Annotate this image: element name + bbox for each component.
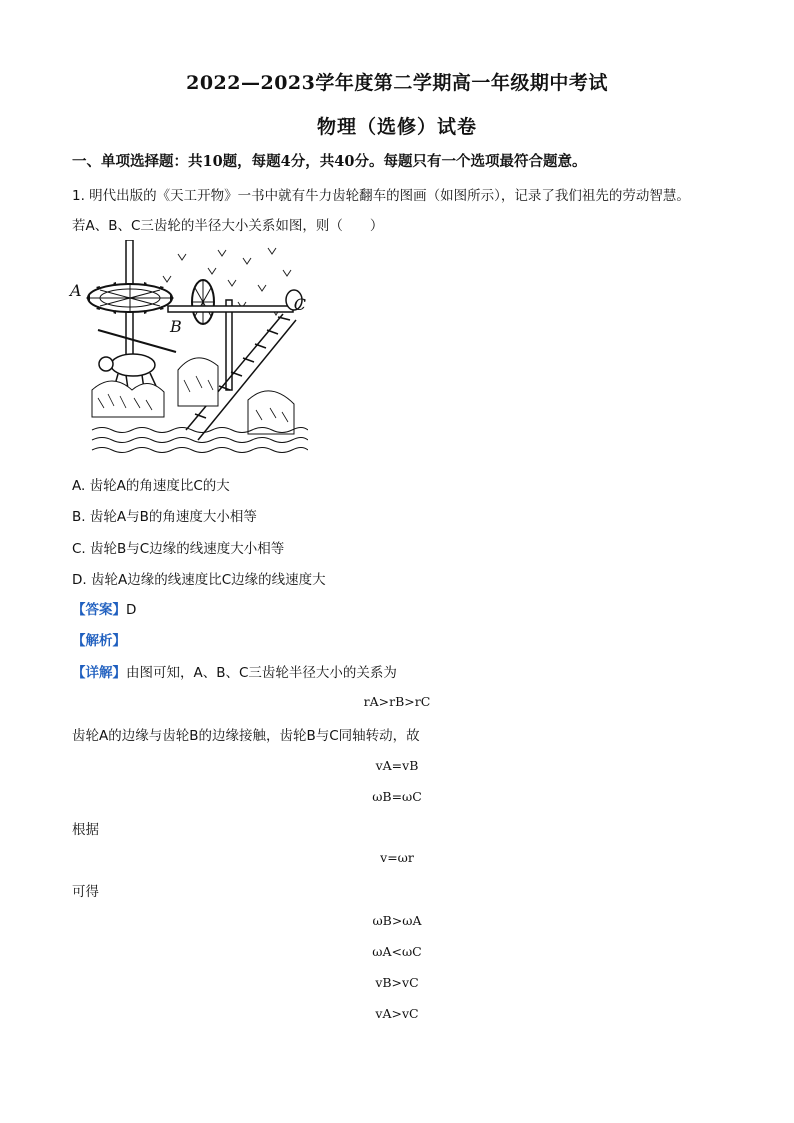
equation-v-wr: v=ωr	[380, 850, 414, 865]
gear-waterwheel-figure	[68, 240, 308, 462]
equation-wa-lt-wc: ωA<ωC	[372, 944, 422, 959]
option-d: D. 齿轮A边缘的线速度比C边缘的线速度大	[72, 572, 326, 588]
section-heading: 一、单项选择题：共10题，每题4分，共40分。每题只有一个选项最符合题意。	[72, 153, 587, 170]
equation-va-vb: vA=vB	[375, 758, 419, 773]
detail-label: 【详解】	[72, 665, 126, 681]
exam-subtitle: 物理（选修）试卷	[316, 116, 477, 138]
woodcut-illustration	[68, 240, 308, 462]
equation-va-gt-vc: vA>vC	[375, 1006, 419, 1021]
detail-text-4: 可得	[72, 884, 99, 900]
equation-wb-wc: ωB=ωC	[372, 789, 422, 804]
equation-vb-gt-vc: vB>vC	[375, 975, 419, 990]
detail-text-1: 由图可知，A、B、C三齿轮半径大小的关系为	[126, 665, 397, 681]
option-a: A. 齿轮A的角速度比C的大	[72, 478, 230, 494]
detail-text-3: 根据	[72, 822, 99, 838]
question-stem-line2: 若A、B、C三齿轮的半径大小关系如图，则（ ）	[72, 218, 384, 234]
exam-title: 2022—2023学年度第二学期高一年级期中考试	[186, 72, 608, 94]
detail-line	[72, 661, 397, 681]
equation-wb-gt-wa: ωB>ωA	[372, 913, 422, 928]
option-b: B. 齿轮A与B的角速度大小相等	[72, 509, 257, 525]
answer-value: D	[126, 602, 137, 618]
equation-radius-order: rA>rB>rC	[363, 694, 431, 709]
analysis-line	[72, 629, 126, 649]
answer-label: 【答案】	[72, 602, 126, 618]
analysis-label: 【解析】	[72, 633, 126, 649]
label-gear-a: A	[70, 281, 82, 300]
option-c: C. 齿轮B与C边缘的线速度大小相等	[72, 541, 285, 557]
question-stem-line1: 1. 明代出版的《天工开物》一书中就有牛力齿轮翻车的图画（如图所示），记录了我们祖先的劳动智慧。	[72, 188, 690, 204]
answer-line	[72, 598, 136, 618]
detail-text-2: 齿轮A的边缘与齿轮B的边缘接触，齿轮B与C同轴转动，故	[72, 728, 420, 744]
label-gear-c: C	[293, 295, 306, 314]
label-gear-b: B	[170, 317, 182, 336]
